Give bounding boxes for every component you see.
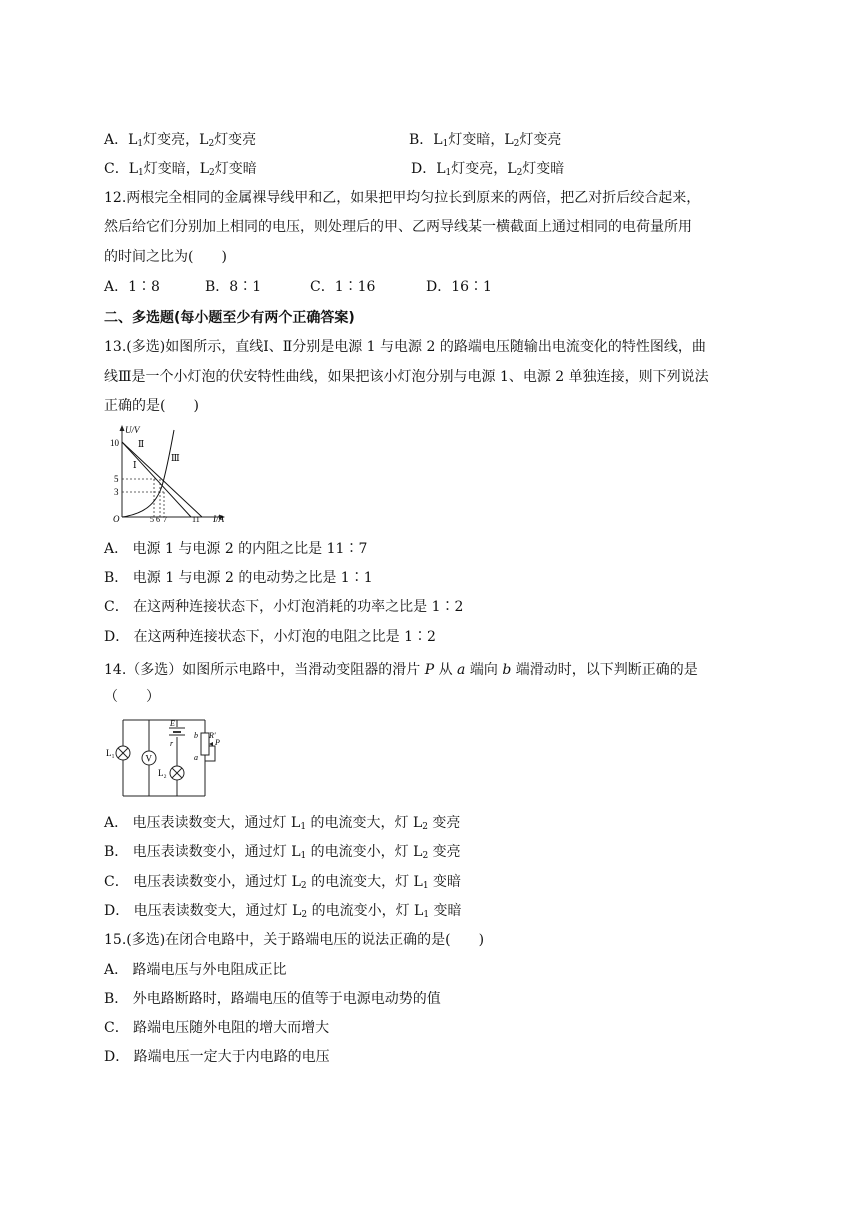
label-III: Ⅲ — [171, 453, 180, 463]
label-l2: L₂ — [158, 768, 167, 778]
q12-stem-line1: 12.两根完全相同的金属裸导线甲和乙，如果把甲均匀拉长到原来的两倍，把乙对折后绞合起来， — [104, 190, 701, 206]
origin-label: O — [113, 514, 120, 524]
y-tick-5: 5 — [114, 474, 119, 484]
q15-stem-line1: 15.(多选)在闭合电路中，关于路端电压的说法正确的是( ) — [104, 932, 485, 948]
q12-option-c: C．1∶16 — [310, 279, 376, 295]
slider-arrow-icon — [209, 742, 213, 746]
curve-III — [122, 430, 174, 517]
q12-option-d: D．16∶1 — [426, 279, 492, 295]
q13-option-c: C． 在这两种连接状态下，小灯泡消耗的功率之比是 1∶2 — [104, 599, 464, 615]
line-I — [122, 442, 191, 517]
label-a: a — [194, 753, 198, 762]
label-I: Ⅰ — [133, 460, 137, 470]
x-tick-7: 7 — [163, 515, 167, 524]
label-r-prime: R′ — [209, 731, 216, 740]
q15-option-c: C． 路端电压随外电阻的增大而增大 — [104, 1020, 330, 1036]
q13-option-d: D． 在这两种连接状态下，小灯泡的电阻之比是 1∶2 — [104, 629, 436, 645]
q14-option-d: D． 电压表读数变大，通过灯 $L_2$ 的电流变小，灯 $L_1$ 变暗 — [104, 903, 462, 920]
q14-option-a: A． 电压表读数变大，通过灯 $L_1$ 的电流变大，灯 $L_2$ 变亮 — [104, 815, 461, 832]
q11-option-d: D．$L_1$灯变亮，$L_2$灯变暗 — [411, 161, 565, 178]
q12-option-a: A．1∶8 — [104, 279, 160, 295]
q12-stem-line3: 的时间之比为( ) — [104, 249, 227, 265]
label-b: b — [194, 731, 198, 740]
q14-option-b: B． 电压表读数变小，通过灯 $L_1$ 的电流变小，灯 $L_2$ 变亮 — [104, 844, 461, 861]
label-v: V — [145, 753, 152, 764]
q14-option-c: C． 电压表读数变小，通过灯 $L_2$ 的电流变大，灯 $L_1$ 变暗 — [104, 874, 462, 891]
q11-option-a: A．$L_1$灯变亮，$L_2$灯变亮 — [104, 132, 257, 149]
x-axis-label: I/A — [213, 514, 224, 524]
q14-stem-line1: 14.（多选）如图所示电路中，当滑动变阻器的滑片 P 从 a 端向 b 端滑动时，以下判断正确的是 — [104, 662, 698, 678]
x-tick-6: 6 — [156, 515, 160, 524]
q15-option-b: B． 外电路断路时，路端电压的值等于电源电动势的值 — [104, 991, 441, 1007]
label-r: r — [170, 739, 174, 748]
q14-stem-line2: （ ） — [104, 689, 160, 705]
line-II — [122, 442, 202, 517]
q11-option-c: C．$L_1$灯变暗，$L_2$灯变暗 — [104, 161, 257, 178]
q14-figure-circuit — [105, 713, 225, 803]
rheostat-icon — [201, 733, 209, 755]
q12-stem-line2: 然后给它们分别加上相同的电压，则处理后的甲、乙两导线某一横截面上通过相同的电荷量所用 — [104, 219, 692, 235]
q15-option-d: D． 路端电压一定大于内电路的电压 — [104, 1049, 330, 1065]
q15-option-a: A． 路端电压与外电阻成正比 — [104, 962, 287, 978]
x-tick-11: 11 — [192, 515, 200, 524]
q12-option-b: B．8∶1 — [205, 279, 262, 295]
q13-stem-line2: 线Ⅲ是一个小灯泡的伏安特性曲线，如果把该小灯泡分别与电源 1、电源 2 单独连接，则下列说法 — [104, 369, 709, 385]
q11-option-b: B．$L_1$灯变暗，$L_2$灯变亮 — [409, 132, 562, 149]
label-e: E — [170, 719, 175, 728]
section-heading: 二、多选题(每小题至少有两个正确答案) — [104, 310, 355, 326]
label-l1: L₁ — [106, 748, 115, 758]
q13-option-a: A． 电源 1 与电源 2 的内阻之比是 11∶7 — [104, 541, 368, 557]
label-p: P — [215, 738, 220, 747]
y-tick-3: 3 — [114, 487, 119, 497]
label-II: Ⅱ — [138, 439, 145, 449]
q13-figure-ui-graph — [108, 424, 238, 524]
q13-stem-line3: 正确的是( ) — [104, 398, 199, 414]
x-tick-5: 5 — [150, 515, 154, 524]
y-axis-arrow — [120, 425, 125, 431]
q13-stem-line1: 13.(多选)如图所示，直线Ⅰ、Ⅱ分别是电源 1 与电源 2 的路端电压随输出电流变化的特性图线，曲 — [104, 339, 706, 355]
y-axis-label: U/V — [125, 425, 140, 435]
q13-option-b: B． 电源 1 与电源 2 的电动势之比是 1∶1 — [104, 570, 373, 586]
y-tick-10: 10 — [110, 438, 119, 448]
